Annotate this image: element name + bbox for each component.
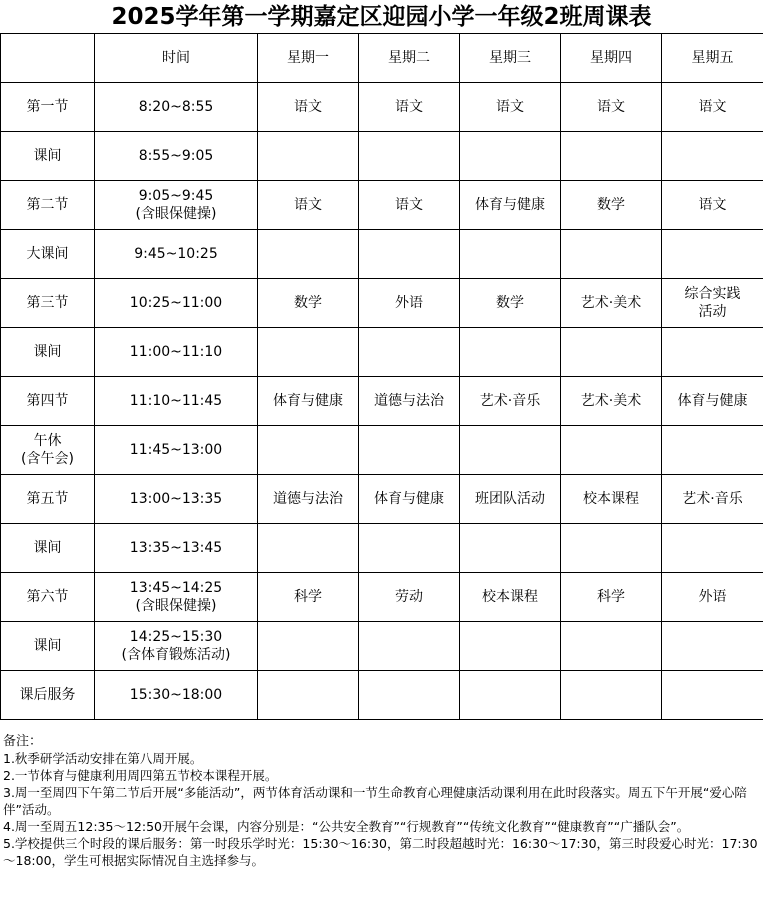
- subject-cell: [561, 426, 662, 475]
- time-cell: [95, 132, 258, 181]
- time-cell: [95, 573, 258, 622]
- time-range: 11:00~11:10: [129, 344, 223, 360]
- table-row: [1, 230, 763, 279]
- period-cell: 第四节: [1, 377, 95, 426]
- subject-cell: 综合实践活动: [662, 279, 763, 328]
- period-cell: 第六节: [1, 573, 95, 622]
- period-cell: 课间: [1, 524, 95, 573]
- subject-cell: 体育与健康: [258, 377, 359, 426]
- subject-cell: [359, 328, 460, 377]
- time-cell: [95, 83, 258, 132]
- time-range: 13:00~13:35: [129, 491, 223, 507]
- subject-cell: [561, 671, 662, 720]
- time-range: 13:35~13:45: [129, 540, 223, 556]
- time-range: 8:20~8:55: [138, 99, 214, 115]
- subject-cell: 艺术·美术: [561, 279, 662, 328]
- subject-cell: [662, 622, 763, 671]
- day-header: 星期四: [561, 34, 662, 83]
- time-cell: [95, 230, 258, 279]
- subject-cell: [258, 328, 359, 377]
- time-cell: [95, 328, 258, 377]
- period-cell: 第三节: [1, 279, 95, 328]
- subject-cell: [258, 426, 359, 475]
- subject-cell: [258, 671, 359, 720]
- subject-cell: 劳动: [359, 573, 460, 622]
- subject-cell: [460, 426, 561, 475]
- time-range: 11:10~11:45: [129, 393, 223, 409]
- subject-cell: 语文: [662, 181, 763, 230]
- subject-cell: 道德与法治: [359, 377, 460, 426]
- time-note: (含体育锻炼活动): [121, 647, 231, 663]
- subject-cell: 外语: [359, 279, 460, 328]
- time-cell: [95, 524, 258, 573]
- table-row: [1, 524, 763, 573]
- subject-cell: 语文: [561, 83, 662, 132]
- note-item: 5.学校提供三个时段的课后服务：第一时段乐学时光：15:30～16:30，第二时段超越时光：16:30～17:30，第三时段爱心时光：17:30～18:00，学生可根据实际情况自主选择参与。: [3, 836, 758, 868]
- period-cell: 第一节: [1, 83, 95, 132]
- subject-cell: [359, 671, 460, 720]
- table-row: [1, 475, 763, 524]
- subject-cell: [258, 524, 359, 573]
- period-sublabel: (含午会): [21, 451, 74, 467]
- timetable: [0, 33, 763, 720]
- subject-cell: [460, 622, 561, 671]
- note-item: 3.周一至周四下午第二节后开展“多能活动”，两节体育活动课和一节生命教育心理健康活动课利用在此时段落实。周五下午开展“爱心陪伴”活动。: [3, 785, 747, 817]
- time-range: 13:45~14:25: [129, 580, 223, 596]
- time-range: 15:30~18:00: [129, 687, 223, 703]
- subject-cell: 道德与法治: [258, 475, 359, 524]
- subject-cell: [460, 328, 561, 377]
- subject-cell: 班团队活动: [460, 475, 561, 524]
- subject-cell: 体育与健康: [359, 475, 460, 524]
- day-header: 星期一: [258, 34, 359, 83]
- table-row: [1, 279, 763, 328]
- subject-cell: [561, 230, 662, 279]
- period-cell: 课间: [1, 328, 95, 377]
- subject-cell: [359, 426, 460, 475]
- time-cell: [95, 279, 258, 328]
- table-row: [1, 328, 763, 377]
- table-row: [1, 573, 763, 622]
- time-cell: [95, 181, 258, 230]
- time-cell: [95, 622, 258, 671]
- subject-cell: 体育与健康: [460, 181, 561, 230]
- subject-cell: 艺术·音乐: [662, 475, 763, 524]
- table-row: [1, 377, 763, 426]
- subject-cell: [561, 622, 662, 671]
- subject-cell: [258, 622, 359, 671]
- subject-cell: 语文: [359, 83, 460, 132]
- table-row: [1, 426, 763, 475]
- note-item: 1.秋季研学活动安排在第八周开展。: [3, 751, 203, 766]
- time-range: 9:05~9:45: [138, 188, 214, 204]
- note-item: 4.周一至周五12:35～12:50开展午会课，内容分别是：“公共安全教育”“行规教育”“传统文化教育”“健康教育”“广播队会”。: [3, 819, 690, 834]
- time-cell: [95, 475, 258, 524]
- time-cell: [95, 377, 258, 426]
- subject-cell: [662, 671, 763, 720]
- subject-cell: [359, 524, 460, 573]
- table-row: [1, 132, 763, 181]
- period-cell: 大课间: [1, 230, 95, 279]
- table-row: [1, 622, 763, 671]
- subject-cell: 科学: [561, 573, 662, 622]
- table-row: [1, 181, 763, 230]
- period-cell: 课后服务: [1, 671, 95, 720]
- period-cell: 课间: [1, 132, 95, 181]
- subject-cell: 体育与健康: [662, 377, 763, 426]
- subject-cell: 校本课程: [460, 573, 561, 622]
- page-title: 2025学年第一学期嘉定区迎园小学一年级2班周课表: [111, 4, 652, 30]
- subject-cell: [561, 328, 662, 377]
- subject-cell: [460, 524, 561, 573]
- subject-cell: 语文: [460, 83, 561, 132]
- subject-cell: 科学: [258, 573, 359, 622]
- subject-cell: 艺术·美术: [561, 377, 662, 426]
- subject-cell: 数学: [460, 279, 561, 328]
- subject-cell: 校本课程: [561, 475, 662, 524]
- period-label: 午休: [33, 433, 62, 449]
- subject-cell: 语文: [662, 83, 763, 132]
- table-row: [1, 83, 763, 132]
- subject-cell: [561, 524, 662, 573]
- subject-cell: [662, 230, 763, 279]
- subject-cell: [662, 426, 763, 475]
- time-range: 9:45~10:25: [134, 246, 218, 262]
- time-cell: [95, 426, 258, 475]
- subject-cell: [460, 671, 561, 720]
- subject-cell: [460, 230, 561, 279]
- subject-cell: 数学: [561, 181, 662, 230]
- subject-cell: 数学: [258, 279, 359, 328]
- table-row: [1, 671, 763, 720]
- subject-cell: [359, 132, 460, 181]
- period-cell: 第二节: [1, 181, 95, 230]
- day-header: 星期三: [460, 34, 561, 83]
- subject-cell: 语文: [258, 181, 359, 230]
- note-item: 2.一节体育与健康利用周四第五节校本课程开展。: [3, 768, 278, 783]
- time-range: 10:25~11:00: [129, 295, 223, 311]
- time-range: 8:55~9:05: [138, 148, 214, 164]
- day-header: 星期二: [359, 34, 460, 83]
- day-header: 星期五: [662, 34, 763, 83]
- period-cell: 第五节: [1, 475, 95, 524]
- corner-cell: [1, 34, 95, 83]
- notes-section: [3, 733, 761, 869]
- subject-cell: 艺术·音乐: [460, 377, 561, 426]
- subject-cell: 语文: [258, 83, 359, 132]
- subject-cell: [662, 328, 763, 377]
- period-cell: 课间: [1, 622, 95, 671]
- subject-cell: 语文: [359, 181, 460, 230]
- subject-cell: [359, 622, 460, 671]
- time-range: 14:25~15:30: [129, 629, 223, 645]
- notes-heading: 备注：: [3, 734, 43, 749]
- time-note: (含眼保健操): [135, 598, 217, 614]
- subject-cell: 外语: [662, 573, 763, 622]
- time-note: (含眼保健操): [135, 206, 217, 222]
- subject-cell: [662, 524, 763, 573]
- subject-cell: [561, 132, 662, 181]
- subject-cell: [662, 132, 763, 181]
- subject-cell: [359, 230, 460, 279]
- subject-cell: [258, 132, 359, 181]
- period-cell: [1, 426, 95, 475]
- subject-cell: [258, 230, 359, 279]
- header-row: [1, 34, 763, 83]
- subject-cell: [460, 132, 561, 181]
- time-range: 11:45~13:00: [129, 442, 223, 458]
- time-header: 时间: [95, 34, 258, 83]
- time-cell: [95, 671, 258, 720]
